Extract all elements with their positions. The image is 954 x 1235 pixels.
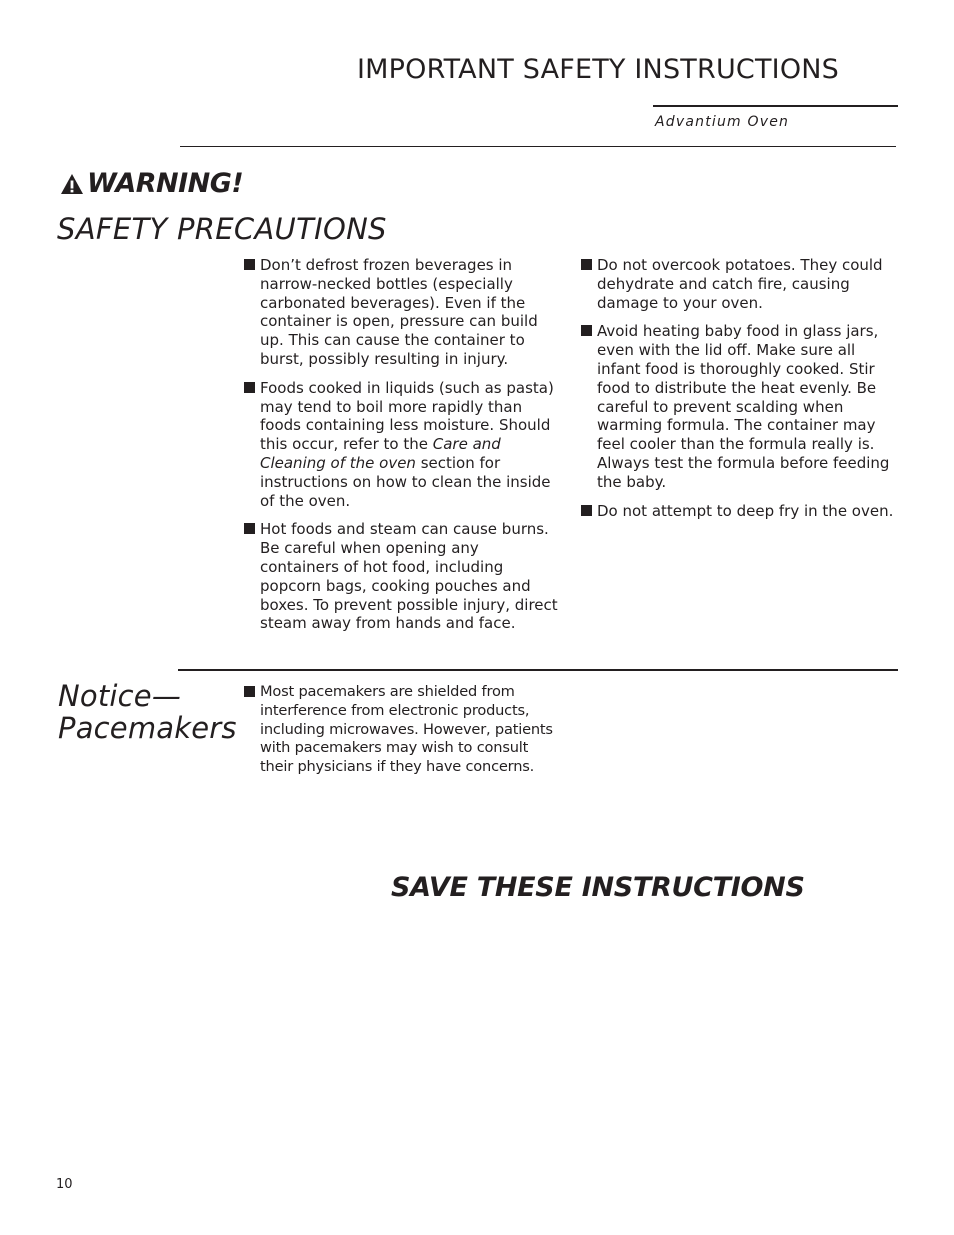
page-number: 10 bbox=[56, 1177, 73, 1192]
item-text: Don’t defrost frozen beverages in narrow-necked bottles (especially carbonated beverages). Even if the container is open, pressure can build up. This can cause the container to burst, possibly resulting in injury. bbox=[260, 256, 538, 368]
precautions-column-left bbox=[243, 256, 561, 643]
header-short-rule bbox=[653, 105, 898, 107]
item-text: Do not overcook potatoes. They could dehydrate and catch fire, causing damage to your oven. bbox=[597, 256, 883, 312]
item-text: Do not attempt to deep fry in the oven. bbox=[597, 501, 894, 520]
page-title: IMPORTANT SAFETY INSTRUCTIONS bbox=[357, 54, 840, 85]
item-text: Foods cooked in liquids (such as pasta) may tend to boil more rapidly than foods containing less moisture. Should this occur, refer to the bbox=[260, 378, 554, 454]
italic-reference: Care and Cleaning of the oven bbox=[260, 435, 501, 472]
warning-triangle-icon bbox=[60, 173, 84, 195]
notice-list bbox=[243, 683, 561, 787]
notice-title-line2: Pacemakers bbox=[58, 711, 237, 745]
notice-divider-rule bbox=[178, 669, 898, 671]
notice-title-line1: Notice— bbox=[58, 679, 182, 713]
item-text: Hot foods and steam can cause burns. Be careful when opening any containers of hot food, including popcorn bags, cooking pouches and boxes. To prevent possible injury, direct steam away from hands and face. bbox=[260, 520, 558, 633]
list-item bbox=[580, 256, 902, 312]
item-text: Avoid heating baby food in glass jars, even with the lid off. Make sure all infant food is thoroughly cooked. Stir food to distribute the heat evenly. Be careful to prevent scalding when warming formula. The container may feel cooler than the formula really is. Always test the formula before feeding the baby. bbox=[597, 322, 890, 491]
product-subtitle: Advantium Oven bbox=[655, 114, 790, 130]
list-item bbox=[580, 502, 902, 521]
list-item bbox=[243, 683, 561, 777]
precautions-column-right bbox=[580, 256, 902, 530]
list-item bbox=[243, 256, 561, 369]
item-text: Most pacemakers are shielded from interference from electronic products, including microwaves. However, patients with pacemakers may wish to consult their physicians if they have concerns. bbox=[260, 683, 553, 776]
list-item bbox=[243, 379, 561, 511]
item-text: section for instructions on how to clean the inside of the oven. bbox=[260, 453, 551, 510]
save-instructions-heading: SAVE THESE INSTRUCTIONS bbox=[391, 872, 805, 903]
list-item bbox=[580, 322, 902, 491]
warning-label: WARNING! bbox=[87, 168, 244, 199]
section-title: SAFETY PRECAUTIONS bbox=[57, 212, 387, 246]
list-item bbox=[243, 520, 561, 633]
warning-heading bbox=[60, 168, 243, 199]
header-long-rule bbox=[180, 146, 896, 147]
notice-title bbox=[58, 680, 238, 744]
